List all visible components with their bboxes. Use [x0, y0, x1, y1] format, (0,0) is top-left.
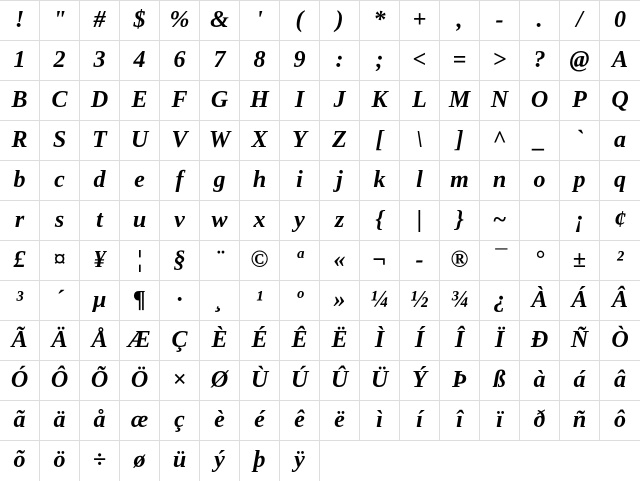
glyph-cell[interactable]: î — [440, 401, 480, 441]
glyph-cell[interactable]: » — [320, 281, 360, 321]
glyph-cell[interactable]: ß — [480, 361, 520, 401]
glyph-cell[interactable]: S — [40, 121, 80, 161]
glyph-cell[interactable]: u — [120, 201, 160, 241]
glyph-cell[interactable]: E — [120, 81, 160, 121]
glyph-cell[interactable]: ` — [560, 121, 600, 161]
glyph-cell[interactable]: q — [600, 161, 640, 201]
glyph-cell[interactable]: À — [520, 281, 560, 321]
glyph-cell[interactable]: ã — [0, 401, 40, 441]
glyph-cell[interactable]: j — [320, 161, 360, 201]
glyph-cell[interactable]: s — [40, 201, 80, 241]
glyph-cell[interactable]: ç — [160, 401, 200, 441]
glyph-cell[interactable]: Ã — [0, 321, 40, 361]
glyph-cell[interactable]: z — [320, 201, 360, 241]
glyph-cell[interactable]: · — [160, 281, 200, 321]
glyph-cell[interactable]: ä — [40, 401, 80, 441]
glyph-cell[interactable]: ö — [40, 441, 80, 481]
glyph-cell[interactable]: Q — [600, 81, 640, 121]
glyph-cell[interactable]: r — [0, 201, 40, 241]
glyph-cell[interactable]: ü — [160, 441, 200, 481]
glyph-cell[interactable]: T — [80, 121, 120, 161]
glyph-cell[interactable]: é — [240, 401, 280, 441]
glyph-cell[interactable]: ª — [280, 241, 320, 281]
glyph-cell[interactable]: ô — [600, 401, 640, 441]
glyph-cell[interactable]: ï — [480, 401, 520, 441]
glyph-cell[interactable]: ; — [360, 41, 400, 81]
glyph-cell[interactable]: 1 — [0, 41, 40, 81]
glyph-cell[interactable]: p — [560, 161, 600, 201]
glyph-cell[interactable]: x — [240, 201, 280, 241]
glyph-cell[interactable]: Í — [400, 321, 440, 361]
glyph-cell[interactable]: 2 — [40, 41, 80, 81]
glyph-cell[interactable]: ¸ — [200, 281, 240, 321]
glyph-cell[interactable]: ¿ — [480, 281, 520, 321]
glyph-cell[interactable]: N — [480, 81, 520, 121]
glyph-cell[interactable]: [ — [360, 121, 400, 161]
glyph-cell[interactable]: ë — [320, 401, 360, 441]
glyph-cell[interactable]: 7 — [200, 41, 240, 81]
glyph-cell[interactable]: a — [600, 121, 640, 161]
glyph-cell[interactable]: ¼ — [360, 281, 400, 321]
glyph-cell[interactable]: - — [400, 241, 440, 281]
glyph-cell[interactable]: ¨ — [200, 241, 240, 281]
glyph-cell[interactable]: f — [160, 161, 200, 201]
glyph-cell[interactable]: % — [160, 1, 200, 41]
glyph-cell[interactable]: g — [200, 161, 240, 201]
glyph-cell[interactable]: æ — [120, 401, 160, 441]
glyph-cell[interactable]: 0 — [600, 1, 640, 41]
glyph-cell[interactable]: b — [0, 161, 40, 201]
glyph-cell[interactable]: 4 — [120, 41, 160, 81]
glyph-cell[interactable]: y — [280, 201, 320, 241]
glyph-cell[interactable]: Ü — [360, 361, 400, 401]
glyph-cell[interactable]: h — [240, 161, 280, 201]
glyph-cell[interactable]: G — [200, 81, 240, 121]
glyph-cell[interactable]: þ — [240, 441, 280, 481]
glyph-cell[interactable]: Þ — [440, 361, 480, 401]
glyph-cell[interactable]: & — [200, 1, 240, 41]
glyph-cell[interactable]: Ë — [320, 321, 360, 361]
glyph-cell[interactable]: ¥ — [80, 241, 120, 281]
glyph-cell[interactable]: ¹ — [240, 281, 280, 321]
glyph-cell[interactable]: R — [0, 121, 40, 161]
glyph-cell[interactable]: # — [80, 1, 120, 41]
glyph-cell[interactable]: , — [440, 1, 480, 41]
glyph-cell[interactable]: + — [400, 1, 440, 41]
glyph-cell[interactable]: W — [200, 121, 240, 161]
glyph-cell[interactable]: ¯ — [480, 241, 520, 281]
glyph-cell[interactable]: ¾ — [440, 281, 480, 321]
glyph-cell[interactable]: n — [480, 161, 520, 201]
glyph-cell[interactable]: Ò — [600, 321, 640, 361]
glyph-cell[interactable]: ¶ — [120, 281, 160, 321]
glyph-cell[interactable]: ? — [520, 41, 560, 81]
glyph-cell[interactable]: Z — [320, 121, 360, 161]
glyph-cell[interactable]: ( — [280, 1, 320, 41]
glyph-cell[interactable]: 9 — [280, 41, 320, 81]
glyph-cell[interactable]: ì — [360, 401, 400, 441]
glyph-cell[interactable]: k — [360, 161, 400, 201]
glyph-cell[interactable]: { — [360, 201, 400, 241]
glyph-cell[interactable]: Å — [80, 321, 120, 361]
glyph-cell[interactable]: § — [160, 241, 200, 281]
glyph-cell[interactable]: X — [240, 121, 280, 161]
glyph-cell[interactable]: Ä — [40, 321, 80, 361]
glyph-cell[interactable]: ñ — [560, 401, 600, 441]
glyph-cell[interactable]: í — [400, 401, 440, 441]
glyph-cell[interactable]: Û — [320, 361, 360, 401]
glyph-cell[interactable]: É — [240, 321, 280, 361]
glyph-cell[interactable]: º — [280, 281, 320, 321]
glyph-cell[interactable]: Y — [280, 121, 320, 161]
glyph-cell[interactable]: « — [320, 241, 360, 281]
glyph-cell[interactable]: @ — [560, 41, 600, 81]
glyph-cell[interactable]: < — [400, 41, 440, 81]
glyph-cell[interactable]: ® — [440, 241, 480, 281]
glyph-cell[interactable]: Ñ — [560, 321, 600, 361]
empty-area — [320, 441, 640, 481]
glyph-cell[interactable]: d — [80, 161, 120, 201]
glyph-cell[interactable]: J — [320, 81, 360, 121]
glyph-cell[interactable]: _ — [520, 121, 560, 161]
glyph-cell[interactable]: C — [40, 81, 80, 121]
glyph-cell[interactable]: 8 — [240, 41, 280, 81]
glyph-cell[interactable]: ð — [520, 401, 560, 441]
glyph-cell[interactable]: L — [400, 81, 440, 121]
glyph-cell[interactable]: > — [480, 41, 520, 81]
glyph-cell[interactable]: ! — [0, 1, 40, 41]
glyph-cell[interactable]: M — [440, 81, 480, 121]
glyph-cell[interactable]: l — [400, 161, 440, 201]
glyph-cell[interactable]: V — [160, 121, 200, 161]
glyph-cell[interactable]: Ì — [360, 321, 400, 361]
glyph-cell[interactable]: £ — [0, 241, 40, 281]
glyph-cell[interactable]: Ð — [520, 321, 560, 361]
glyph-cell[interactable]: Ø — [200, 361, 240, 401]
glyph-cell[interactable]: ¬ — [360, 241, 400, 281]
glyph-cell[interactable]: ³ — [0, 281, 40, 321]
glyph-cell[interactable]: ½ — [400, 281, 440, 321]
glyph-cell[interactable]: ^ — [480, 121, 520, 161]
glyph-cell[interactable]: Â — [600, 281, 640, 321]
glyph-cell[interactable]: H — [240, 81, 280, 121]
glyph-cell[interactable]: Ê — [280, 321, 320, 361]
glyph-cell[interactable]: Ô — [40, 361, 80, 401]
glyph-cell[interactable]: m — [440, 161, 480, 201]
glyph-cell[interactable]: à — [520, 361, 560, 401]
glyph-cell[interactable]: I — [280, 81, 320, 121]
glyph-cell[interactable]: c — [40, 161, 80, 201]
glyph-cell[interactable]: ÷ — [80, 441, 120, 481]
glyph-cell[interactable]: \ — [400, 121, 440, 161]
glyph-cell[interactable]: ý — [200, 441, 240, 481]
glyph-cell[interactable]: t — [80, 201, 120, 241]
glyph-cell[interactable]: Æ — [120, 321, 160, 361]
glyph-cell[interactable]: ÿ — [280, 441, 320, 481]
glyph-cell[interactable]: õ — [0, 441, 40, 481]
glyph-cell[interactable]: | — [400, 201, 440, 241]
glyph-cell[interactable]: ¦ — [120, 241, 160, 281]
glyph-cell[interactable]: È — [200, 321, 240, 361]
glyph-cell[interactable] — [520, 201, 560, 241]
glyph-cell[interactable]: ~ — [480, 201, 520, 241]
glyph-cell[interactable]: ° — [520, 241, 560, 281]
glyph-cell[interactable]: Î — [440, 321, 480, 361]
glyph-cell[interactable]: á — [560, 361, 600, 401]
glyph-cell[interactable]: o — [520, 161, 560, 201]
glyph-cell[interactable]: ´ — [40, 281, 80, 321]
glyph-cell[interactable]: Á — [560, 281, 600, 321]
glyph-cell[interactable]: Ï — [480, 321, 520, 361]
glyph-cell[interactable]: D — [80, 81, 120, 121]
glyph-cell[interactable]: Ç — [160, 321, 200, 361]
glyph-cell[interactable]: 6 — [160, 41, 200, 81]
glyph-cell[interactable]: Ö — [120, 361, 160, 401]
glyph-cell[interactable]: / — [560, 1, 600, 41]
glyph-cell[interactable]: A — [600, 41, 640, 81]
glyph-cell[interactable]: 3 — [80, 41, 120, 81]
glyph-cell[interactable]: ) — [320, 1, 360, 41]
glyph-cell[interactable]: â — [600, 361, 640, 401]
glyph-cell[interactable]: v — [160, 201, 200, 241]
glyph-cell[interactable]: B — [0, 81, 40, 121]
glyph-cell[interactable]: - — [480, 1, 520, 41]
glyph-cell[interactable]: µ — [80, 281, 120, 321]
glyph-cell[interactable]: w — [200, 201, 240, 241]
glyph-cell[interactable]: O — [520, 81, 560, 121]
glyph-cell[interactable]: ] — [440, 121, 480, 161]
glyph-cell[interactable]: P — [560, 81, 600, 121]
glyph-cell[interactable]: Ý — [400, 361, 440, 401]
glyph-cell[interactable]: ' — [240, 1, 280, 41]
glyph-cell[interactable]: è — [200, 401, 240, 441]
glyph-cell[interactable]: . — [520, 1, 560, 41]
glyph-cell[interactable]: " — [40, 1, 80, 41]
glyph-cell[interactable]: ¡ — [560, 201, 600, 241]
glyph-cell[interactable]: ê — [280, 401, 320, 441]
glyph-cell[interactable]: $ — [120, 1, 160, 41]
glyph-cell[interactable]: Õ — [80, 361, 120, 401]
glyph-cell[interactable]: ¤ — [40, 241, 80, 281]
glyph-cell[interactable]: K — [360, 81, 400, 121]
glyph-cell[interactable]: ø — [120, 441, 160, 481]
glyph-cell[interactable]: i — [280, 161, 320, 201]
glyph-cell[interactable]: å — [80, 401, 120, 441]
glyph-cell[interactable]: Ù — [240, 361, 280, 401]
glyph-cell[interactable]: = — [440, 41, 480, 81]
glyph-cell[interactable]: Ó — [0, 361, 40, 401]
glyph-cell[interactable]: ± — [560, 241, 600, 281]
glyph-cell[interactable]: e — [120, 161, 160, 201]
glyph-cell[interactable]: Ú — [280, 361, 320, 401]
glyph-cell[interactable]: : — [320, 41, 360, 81]
glyph-cell[interactable]: © — [240, 241, 280, 281]
glyph-cell[interactable]: * — [360, 1, 400, 41]
glyph-cell[interactable]: ¢ — [600, 201, 640, 241]
glyph-cell[interactable]: U — [120, 121, 160, 161]
glyph-cell[interactable]: } — [440, 201, 480, 241]
glyph-cell[interactable]: ² — [600, 241, 640, 281]
glyph-cell[interactable]: × — [160, 361, 200, 401]
glyph-cell[interactable]: F — [160, 81, 200, 121]
